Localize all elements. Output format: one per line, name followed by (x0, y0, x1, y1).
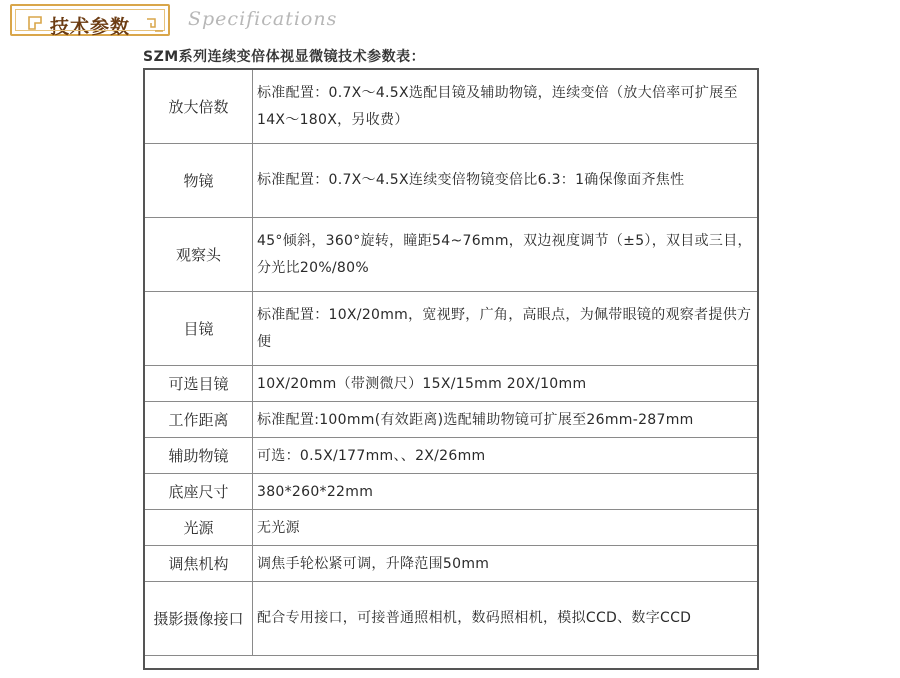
table-row (145, 474, 758, 510)
decorative-glyph-icon (27, 15, 43, 31)
spec-key: 底座尺寸 (145, 474, 253, 510)
table-row (145, 70, 758, 144)
table-caption: SZM系列连续变倍体视显微镜技术参数表： (143, 49, 426, 65)
corner-ornament-icon (146, 17, 164, 33)
spec-key: 目镜 (145, 292, 253, 366)
table-row (145, 546, 758, 582)
spec-value: 配合专用接口，可接普通照相机，数码照相机，模拟CCD、数字CCD (253, 582, 758, 656)
section-subtitle: Specifications (188, 8, 338, 30)
spec-value: 45°倾斜，360°旋转，瞳距54~76mm，双边视度调节（±5），双目或三目，分光比20%/80% (253, 218, 758, 292)
spec-value: 可选：0.5X/177mm、、2X/26mm (253, 438, 758, 474)
spec-key: 光源 (145, 510, 253, 546)
section-header (0, 0, 900, 40)
table-row (145, 144, 758, 218)
spec-value: 标准配置：0.7X～4.5X连续变倍物镜变倍比6.3：1确保像面齐焦性 (253, 144, 758, 218)
spec-key: 观察头 (145, 218, 253, 292)
table-row (145, 218, 758, 292)
spec-value: 标准配置：10X/20mm，宽视野，广角，高眼点，为佩带眼镜的观察者提供方便 (253, 292, 758, 366)
table-row (145, 510, 758, 546)
spec-key: 工作距离 (145, 402, 253, 438)
table-row (145, 402, 758, 438)
spec-key: 调焦机构 (145, 546, 253, 582)
spec-value: 标准配置:100mm(有效距离)选配辅助物镜可扩展至26mm-287mm (253, 402, 758, 438)
table-row (145, 582, 758, 656)
spec-value: 无光源 (253, 510, 758, 546)
spec-key: 辅助物镜 (145, 438, 253, 474)
spec-value: 标准配置：0.7X～4.5X选配目镜及辅助物镜，连续变倍（放大倍率可扩展至14X～180X，另收费） (253, 70, 758, 144)
table-row (145, 366, 758, 402)
specifications-table (144, 69, 758, 656)
spec-key: 摄影摄像接口 (145, 582, 253, 656)
spec-key: 放大倍数 (145, 70, 253, 144)
spec-key: 可选目镜 (145, 366, 253, 402)
spec-value: 调焦手轮松紧可调，升降范围50mm (253, 546, 758, 582)
spec-key: 物镜 (145, 144, 253, 218)
spec-value: 10X/20mm（带测微尺）15X/15mm 20X/10mm (253, 366, 758, 402)
table-row (145, 438, 758, 474)
section-title: 技术参数 (50, 16, 131, 38)
spec-value: 380*260*22mm (253, 474, 758, 510)
table-row (145, 292, 758, 366)
